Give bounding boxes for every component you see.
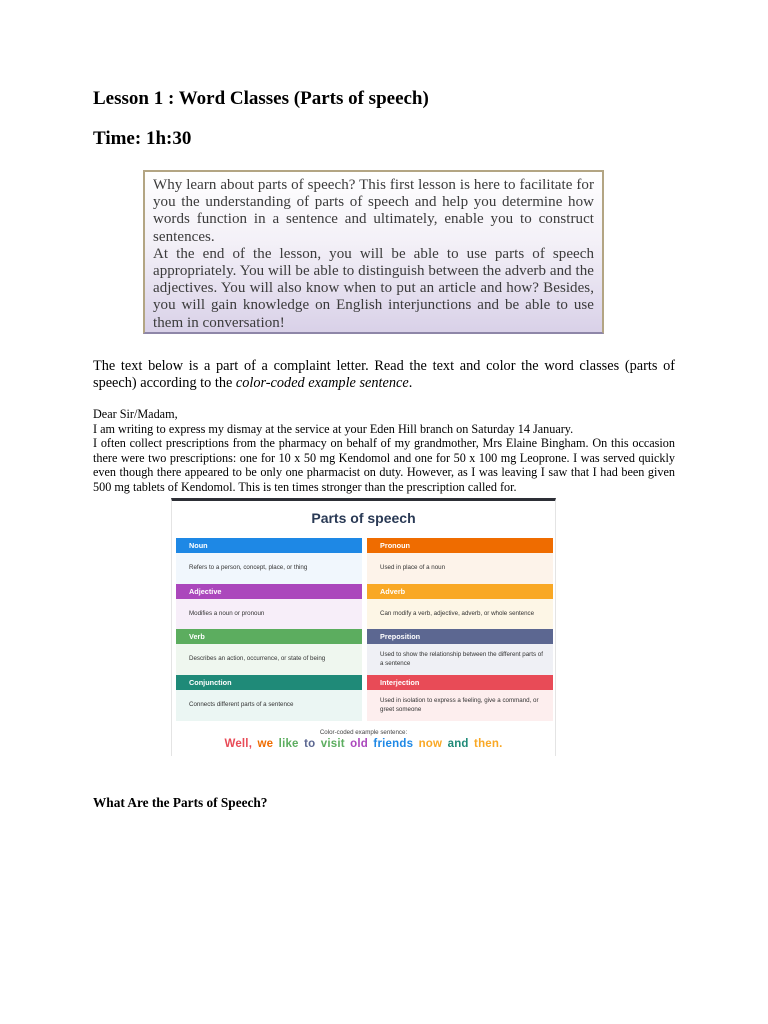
letter-salutation: Dear Sir/Madam,: [93, 407, 178, 421]
pos-cell-verb: [176, 629, 362, 675]
pos-head-adverb: Adverb: [367, 584, 553, 599]
pos-desc-adverb: Can modify a verb, adjective, adverb, or whole sentence: [367, 599, 553, 630]
pos-desc-interjection: Used in isolation to express a feeling, give a command, or greet someone: [367, 690, 553, 721]
time-label: Time: 1h:30: [93, 128, 192, 149]
example-word: and: [447, 738, 469, 750]
pos-desc-noun: Refers to a person, concept, place, or thing: [176, 553, 362, 584]
pos-cell-noun: [176, 538, 362, 584]
example-sentence: [172, 738, 555, 750]
pos-cell-adjective: [176, 584, 362, 630]
pos-cell-conjunction: [176, 675, 362, 721]
pos-desc-adjective: Modifies a noun or pronoun: [176, 599, 362, 630]
instructions-emphasis: color-coded example sentence: [235, 374, 409, 391]
pos-head-adjective: Adjective: [176, 584, 362, 599]
pos-desc-conjunction: Connects different parts of a sentence: [176, 690, 362, 721]
complaint-letter: [93, 407, 675, 495]
letter-line-1: I am writing to express my dismay at the service at your Eden Hill branch on Saturday 14 January.: [93, 421, 574, 436]
letter-line-2: I often collect prescriptions from the pharmacy on behalf of my grandmother, Mrs Elaine Bingham. On this occasion there were two prescriptions: one for 10 x 50 mg Kendomol and one for 50 x 100 mg Leoprone. I was served quickly even though there appeared to be only one pharmacist on duty. However, as I was leaving I saw that I had been given 500 mg tablets of Kendomol. This is ten times stronger than the prescription called for.: [93, 436, 675, 494]
example-word: visit: [320, 738, 345, 750]
pos-head-conjunction: Conjunction: [176, 675, 362, 690]
pos-desc-verb: Describes an action, occurrence, or state of being: [176, 644, 362, 675]
chart-title: Parts of speech: [311, 510, 416, 526]
example-word: Well,: [224, 738, 253, 750]
intro-paragraph-1: Why learn about parts of speech? This first lesson is here to facilitate for you the understanding of parts of speech and help you determine how words function in a sentence and ultimately, enable you to construct sentences.: [153, 177, 594, 245]
instructions-text: The text below is a part of a complaint letter. Read the text and color the word classes (parts of speech) according to the: [93, 358, 675, 391]
example-word: we: [257, 738, 274, 750]
example-word: to: [304, 738, 316, 750]
example-word: friends: [373, 738, 414, 750]
intro-paragraph-2: At the end of the lesson, you will be able to use parts of speech appropriately. You will be able to distinguish between the adverb and the adjectives. You will also know when to put an article and how? Besides, you will gain knowledge on English interjunctions and be able to use them in conversation!: [153, 245, 594, 331]
pos-cell-pronoun: [367, 538, 553, 584]
pos-cell-adverb: [367, 584, 553, 630]
pos-head-interjection: Interjection: [367, 675, 553, 690]
lesson-title: Lesson 1 : Word Classes (Parts of speech): [93, 88, 429, 109]
instructions: [93, 358, 675, 391]
intro-box: [143, 170, 604, 334]
pos-desc-pronoun: Used in place of a noun: [367, 553, 553, 584]
pos-cell-preposition: [367, 629, 553, 675]
example-word: then.: [474, 738, 503, 750]
pos-cell-interjection: [367, 675, 553, 721]
pos-head-noun: Noun: [176, 538, 362, 553]
example-word: now: [418, 738, 443, 750]
instructions-end: .: [408, 374, 413, 391]
pos-head-preposition: Preposition: [367, 629, 553, 644]
example-word: old: [350, 738, 369, 750]
pos-head-verb: Verb: [176, 629, 362, 644]
example-word: like: [278, 738, 299, 750]
example-label: Color-coded example sentence:: [319, 729, 408, 736]
pos-desc-preposition: Used to show the relationship between the different parts of a sentence: [367, 644, 553, 675]
parts-of-speech-chart: [171, 498, 556, 756]
pos-head-pronoun: Pronoun: [367, 538, 553, 553]
section-heading: What Are the Parts of Speech?: [93, 795, 268, 810]
